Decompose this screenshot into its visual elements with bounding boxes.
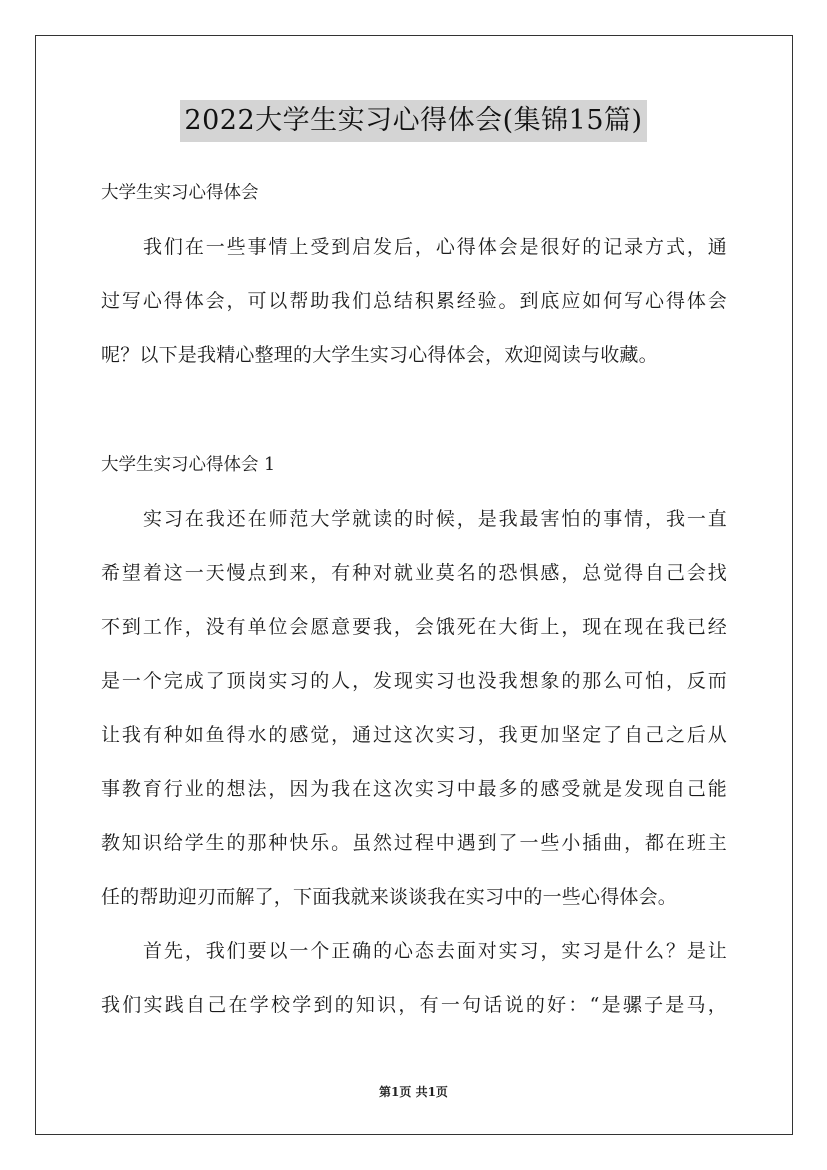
section-1-heading: 大学生实习心得体会 1 (101, 455, 276, 475)
section-1-paragraph-2 (101, 937, 727, 1045)
paragraph-line: 任的帮助迎刃而解了，下面我就来谈谈我在实习中的一些心得体会。 (101, 886, 678, 908)
paragraph-line: 实习在我还在师范大学就读的时候，是我最害怕的事情，我一直 (143, 508, 727, 530)
paragraph-line: 不到工作，没有单位会愿意要我，会饿死在大街上，现在现在我已经 (101, 616, 727, 638)
paragraph-line: 是一个完成了顶岗实习的人，发现实习也没我想象的那么可怕，反而 (101, 670, 727, 692)
paragraph-line: 教知识给学生的那种快乐。虽然过程中遇到了一些小插曲，都在班主 (101, 832, 727, 854)
paragraph-line: 首先，我们要以一个正确的心态去面对实习，实习是什么？是让 (143, 940, 727, 962)
page-number-label: 第1页 共1页 (379, 1085, 448, 1099)
page-footer (0, 1084, 827, 1100)
section-1-paragraph-1 (101, 505, 727, 937)
paragraph-line: 呢？以下是我精心整理的大学生实习心得体会，欢迎阅读与收藏。 (101, 344, 658, 366)
document-title: 2022大学生实习心得体会(集锦15篇) (180, 100, 646, 142)
paragraph-line: 让我有种如鱼得水的感觉，通过这次实习，我更加坚定了自己之后从 (101, 724, 727, 746)
paragraph-line: 事教育行业的想法，因为我在这次实习中最多的感受就是发现自己能 (101, 778, 727, 800)
intro-paragraph (101, 233, 727, 395)
paragraph-line: 我们实践自己在学校学到的知识，有一句话说的好：“是骡子是马， (101, 994, 727, 1016)
title-container (0, 100, 827, 142)
intro-heading: 大学生实习心得体会 (101, 183, 259, 203)
paragraph-line: 希望着这一天慢点到来，有种对就业莫名的恐惧感，总觉得自己会找 (101, 562, 727, 584)
paragraph-line: 过写心得体会，可以帮助我们总结积累经验。到底应如何写心得体会 (101, 290, 727, 312)
paragraph-line: 我们在一些事情上受到启发后，心得体会是很好的记录方式，通 (143, 236, 727, 258)
